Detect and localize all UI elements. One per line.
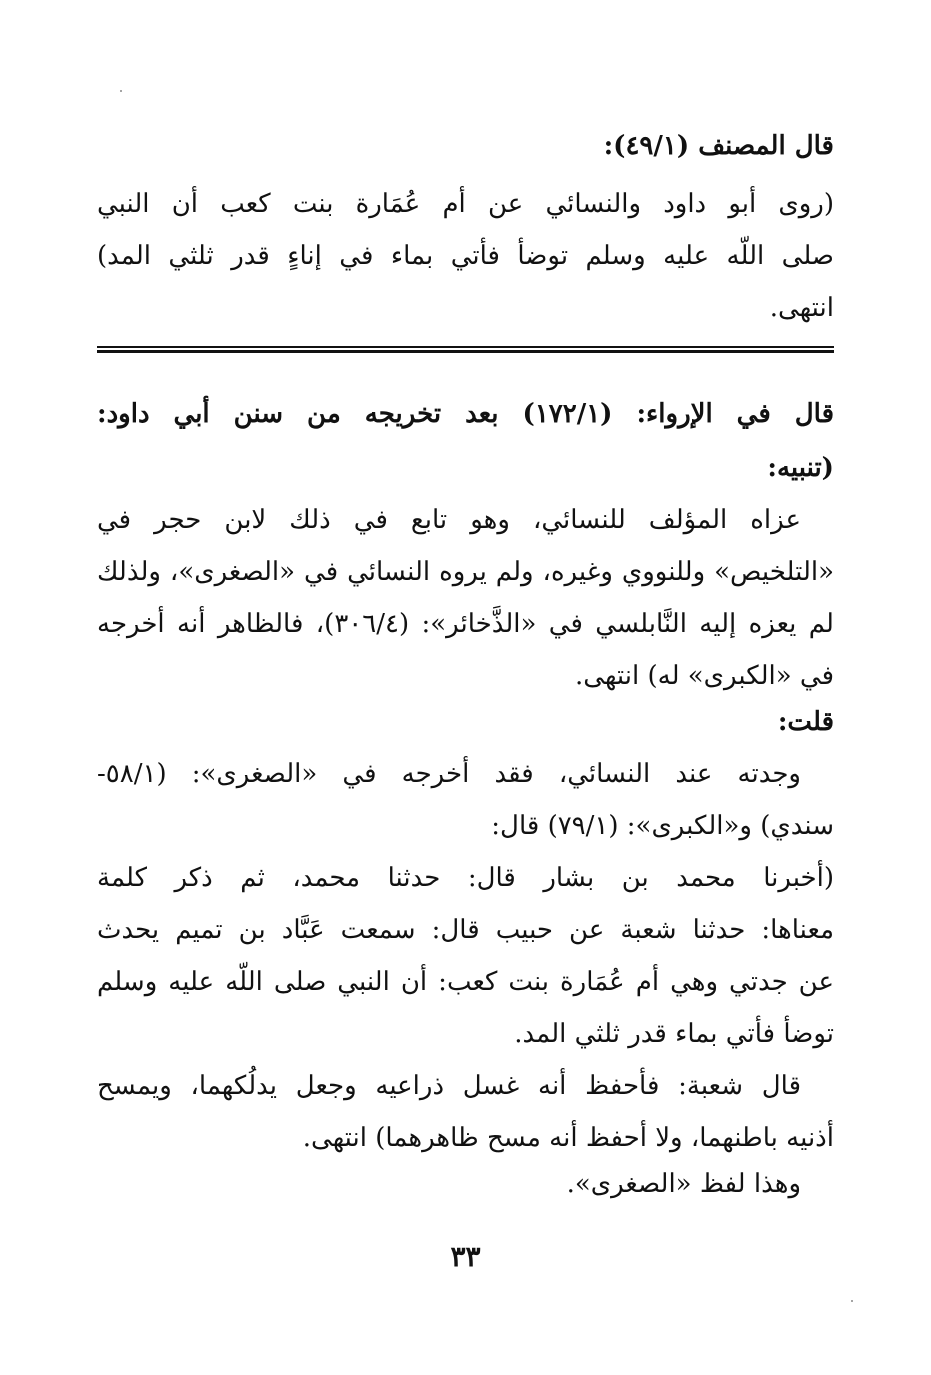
tanbih-line-1: عزاه المؤلف للنسائي، وهو تابع في ذلك لابن حجر في [97, 505, 801, 535]
separator-rule-top [97, 346, 834, 348]
closing-line: وهذا لفظ «الصغرى». [566, 1169, 801, 1199]
tanbih-line-4: في «الكبرى» له) انتهى. [575, 661, 834, 691]
heading-qultu: قلت: [777, 707, 834, 737]
tanbih-line-2: «التلخيص» وللنووي وغيره، ولم يروه النسائي في «الصغرى»، ولذلك [97, 557, 834, 587]
shuba-line-2: أذنيه باطنهما، ولا أحفظ أنه مسح ظاهرهما) انتهى. [302, 1123, 834, 1153]
page-number: ٣٣ [450, 1240, 481, 1273]
qultu-line-2: سندي) و«الكبرى»: (٧٩/١) قال: [491, 811, 834, 841]
quote-line-1: (روى أبو داود والنسائي عن أم عُمَارة بنت كعب أن النبي [97, 189, 834, 219]
tanbih-line-3: لم يعزه إليه النَّابلسي في «الذَّخائر»: (٣٠٦/٤)، فالظاهر أنه أخرجه [97, 609, 834, 639]
separator-rule-bottom [97, 350, 834, 353]
hadith-line-3: عن جدتي وهي أم عُمَارة بنت كعب: أن النبي صلى اللّه عليه وسلم [97, 967, 834, 997]
quote-line-3: انتهى. [769, 293, 834, 323]
scan-speck [120, 90, 122, 92]
heading-irwa: قال في الإرواء: (١٧٢/١) بعد تخريجه من سنن أبي داود: [97, 399, 834, 429]
heading-author-quote: قال المصنف (٤٩/١): [603, 131, 834, 161]
shuba-line-1: قال شعبة: فأحفظ أنه غسل ذراعيه وجعل يدلُكهما، ويمسح [97, 1071, 801, 1101]
scan-speck [851, 1300, 853, 1302]
hadith-line-2: معناها: حدثنا شعبة عن حبيب قال: سمعت عَبَّاد بن تميم يحدث [97, 915, 834, 945]
quote-line-2: صلى اللّه عليه وسلم توضأ فأتي بماء في إناءٍ قدر ثلثي المد) [97, 241, 834, 271]
hadith-line-4: توضأ فأتي بماء قدر ثلثي المد. [514, 1019, 834, 1049]
subheading-tanbih: (تنبيه: [767, 453, 834, 483]
qultu-line-1: وجدته عند النسائي، فقد أخرجه في «الصغرى»: (٥٨/١- [97, 759, 801, 789]
hadith-line-1: (أخبرنا محمد بن بشار قال: حدثنا محمد، ثم ذكر كلمة [97, 863, 834, 893]
